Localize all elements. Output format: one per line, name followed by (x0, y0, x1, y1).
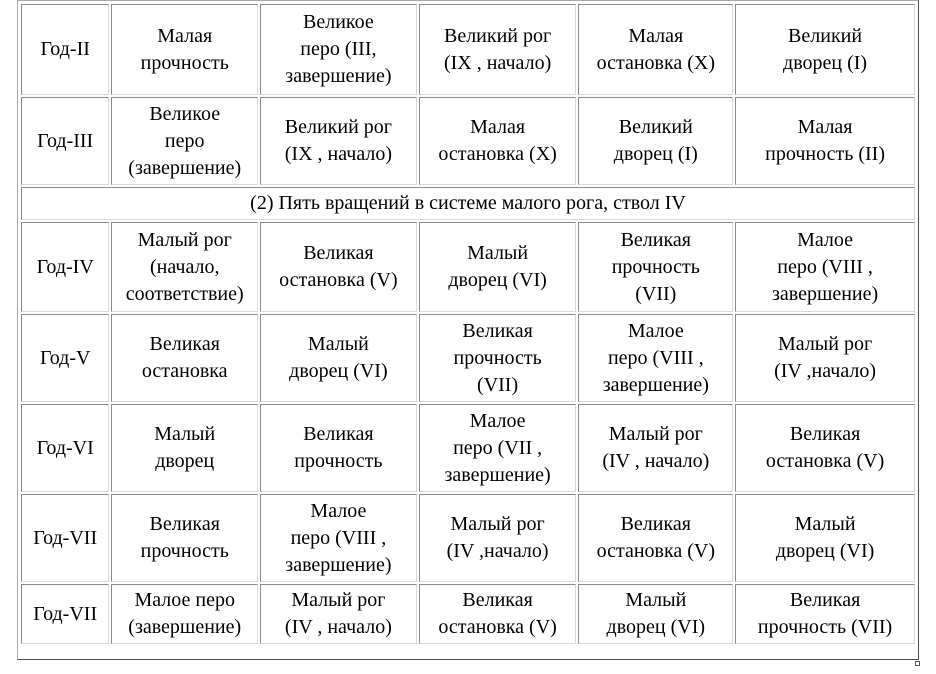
table-cell: Великий рог (IX , начало) (260, 97, 417, 185)
table-cell: Малая прочность (111, 4, 258, 95)
table-cell: Малый рог (IV ,начало) (419, 494, 577, 582)
table-cell: Великая прочность (VII) (735, 584, 915, 644)
table-cell: Малый дворец (VI) (419, 222, 577, 312)
table-row (21, 4, 915, 95)
table-cell: Малый рог (IV , начало) (260, 584, 417, 644)
table-resize-handle[interactable] (915, 661, 920, 666)
year-cell: Год-VII (21, 494, 109, 582)
year-cell: Год-VII (21, 584, 109, 644)
five-rotations-table (19, 2, 917, 646)
table-row (21, 97, 915, 185)
table-row (21, 222, 915, 312)
year-cell: Год-V (21, 314, 109, 402)
table-cell: Малый дворец (VI) (578, 584, 733, 644)
table-cell: Малое перо (VIII , завершение) (260, 494, 417, 582)
year-cell: Год-II (21, 4, 109, 95)
table-cell: Великая прочность (260, 404, 417, 492)
table-cell: Малое перо (VII , завершение) (419, 404, 577, 492)
table-cell: Великая остановка (111, 314, 258, 402)
year-cell: Год-VI (21, 404, 109, 492)
table-row (21, 494, 915, 582)
table-row (21, 314, 915, 402)
table-cell: Малый рог (IV , начало) (578, 404, 733, 492)
table-row (21, 404, 915, 492)
table-cell: Великое перо (завершение) (111, 97, 258, 185)
section-header: (2) Пять вращений в системе малого рога, ствол IV (21, 187, 915, 220)
table-cell: Великое перо (III, завершение) (260, 4, 417, 95)
table-cell: Малая прочность (II) (735, 97, 915, 185)
table-cell: Малая остановка (X) (419, 97, 577, 185)
table-cell: Малое перо (VIII , завершение) (578, 314, 733, 402)
year-cell: Год-IV (21, 222, 109, 312)
table-cell: Малое перо (завершение) (111, 584, 258, 644)
table-cell: Малая остановка (X) (578, 4, 733, 95)
table-cell: Малый дворец (VI) (735, 494, 915, 582)
table-cell: Великая остановка (V) (260, 222, 417, 312)
section-header-row (21, 187, 915, 220)
table-cell: Великая остановка (V) (578, 494, 733, 582)
table-cell: Малый рог (начало, соответствие) (111, 222, 258, 312)
table-cell: Великая остановка (V) (735, 404, 915, 492)
table-cell: Малый дворец (VI) (260, 314, 417, 402)
document-table-frame (17, 0, 919, 660)
table-cell: Великая прочность (VII) (419, 314, 577, 402)
table-cell: Малый рог (IV ,начало) (735, 314, 915, 402)
table-cell: Малое перо (VIII , завершение) (735, 222, 915, 312)
year-cell: Год-III (21, 97, 109, 185)
table-row (21, 584, 915, 644)
table-cell: Великая остановка (V) (419, 584, 577, 644)
table-cell: Великий рог (IX , начало) (419, 4, 577, 95)
table-cell: Великий дворец (I) (578, 97, 733, 185)
table-cell: Великий дворец (I) (735, 4, 915, 95)
table-cell: Великая прочность (111, 494, 258, 582)
table-cell: Великая прочность (VII) (578, 222, 733, 312)
table-cell: Малый дворец (111, 404, 258, 492)
